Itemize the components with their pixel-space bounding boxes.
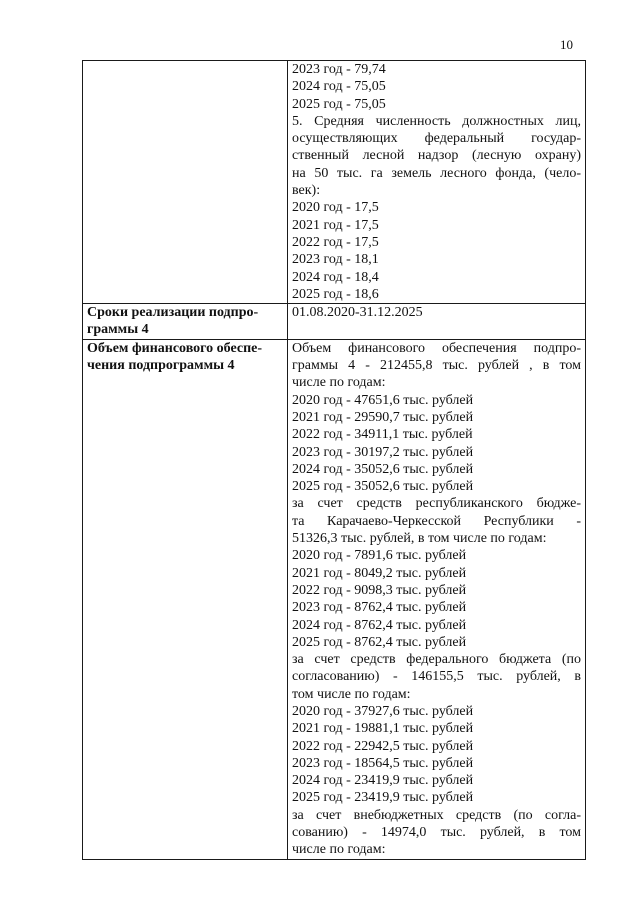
content-line: 2022 год - 17,5	[292, 234, 379, 250]
content-line: 51326,3 тыс. рублей, в том числе по годам:	[292, 531, 547, 547]
content-line: 2024 год - 75,05	[292, 79, 386, 95]
content-line: 01.08.2020-31.12.2025	[292, 305, 423, 321]
content-line: числе по годам:	[292, 842, 386, 858]
content-line: 5. Средняя численность должностных лиц,	[292, 113, 581, 129]
content-line: 2025 год - 75,05	[292, 96, 386, 112]
label-cell	[83, 304, 288, 340]
table-row	[83, 304, 586, 340]
content-line: 2022 год - 22942,5 тыс. рублей	[292, 738, 474, 754]
content-line: согласованию) - 146155,5 тыс. рублей, в	[292, 669, 581, 685]
content-line: 2020 год - 37927,6 тыс. рублей	[292, 703, 474, 719]
page-number: 10	[560, 37, 573, 52]
content-line: за счет средств федерального бюджета (по	[292, 652, 581, 668]
content-line: граммы 4 - 212455,8 тыс. рублей , в том	[292, 358, 581, 374]
content-line: 2020 год - 17,5	[292, 200, 379, 216]
content-line: 2024 год - 18,4	[292, 269, 379, 285]
content-line: том числе по годам:	[292, 686, 411, 702]
content-line: числе по годам:	[292, 375, 386, 391]
content-line: 2022 год - 34911,1 тыс. рублей	[292, 427, 473, 443]
content-line: 2023 год - 30197,2 тыс. рублей	[292, 444, 474, 460]
content-line: 2021 год - 19881,1 тыс. рублей	[292, 721, 474, 737]
content-line: 2020 год - 47651,6 тыс. рублей	[292, 392, 474, 408]
table-row	[83, 339, 586, 859]
content-line: 2023 год - 18,1	[292, 252, 379, 268]
content-line: 2020 год - 7891,6 тыс. рублей	[292, 548, 467, 564]
content-line: 2025 год - 35052,6 тыс. рублей	[292, 479, 474, 495]
subprogram-passport-table	[82, 60, 586, 860]
table-row	[83, 61, 586, 304]
content-line: 2023 год - 18564,5 тыс. рублей	[292, 755, 474, 771]
content-line: 2024 год - 23419,9 тыс. рублей	[292, 773, 474, 789]
content-line: Объем финансового обеспечения подпро-	[292, 340, 581, 356]
content-line: 2025 год - 23419,9 тыс. рублей	[292, 790, 474, 806]
row-label-line: Сроки реализации подпро-	[87, 305, 259, 321]
content-line: 2023 год - 79,74	[292, 62, 386, 77]
content-cell	[288, 61, 586, 304]
content-cell	[288, 339, 586, 859]
content-line: та Карачаево-Черкесской Республики -	[292, 513, 581, 529]
content-line: 2022 год - 9098,3 тыс. рублей	[292, 582, 467, 598]
content-line: 2021 год - 8049,2 тыс. рублей	[292, 565, 467, 581]
content-line: осуществляющих федеральный государ-	[292, 131, 581, 147]
label-cell	[83, 61, 288, 304]
content-line: ственный лесной надзор (лесную охрану)	[292, 148, 581, 164]
content-line: 2021 год - 29590,7 тыс. рублей	[292, 409, 474, 425]
content-line: за счет средств республиканского бюдже-	[292, 496, 581, 512]
content-line: за счет внебюджетных средств (по согла-	[292, 807, 581, 823]
content-line: век):	[292, 183, 321, 199]
content-line: 2025 год - 8762,4 тыс. рублей	[292, 634, 467, 650]
content-line: на 50 тыс. га земель лесного фонда, (чело-	[292, 165, 581, 181]
row-label-line: чения подпрограммы 4	[87, 358, 235, 374]
content-cell	[288, 304, 586, 340]
content-line: 2023 год - 8762,4 тыс. рублей	[292, 600, 467, 616]
content-line: 2021 год - 17,5	[292, 217, 379, 233]
content-line: сованию) - 14974,0 тыс. рублей, в том	[292, 825, 581, 841]
label-cell	[83, 339, 288, 859]
content-line: 2024 год - 8762,4 тыс. рублей	[292, 617, 467, 633]
row-label-line: Объем финансового обеспе-	[87, 340, 263, 356]
row-label-line: граммы 4	[87, 322, 149, 338]
content-line: 2025 год - 18,6	[292, 286, 379, 302]
content-line: 2024 год - 35052,6 тыс. рублей	[292, 461, 474, 477]
